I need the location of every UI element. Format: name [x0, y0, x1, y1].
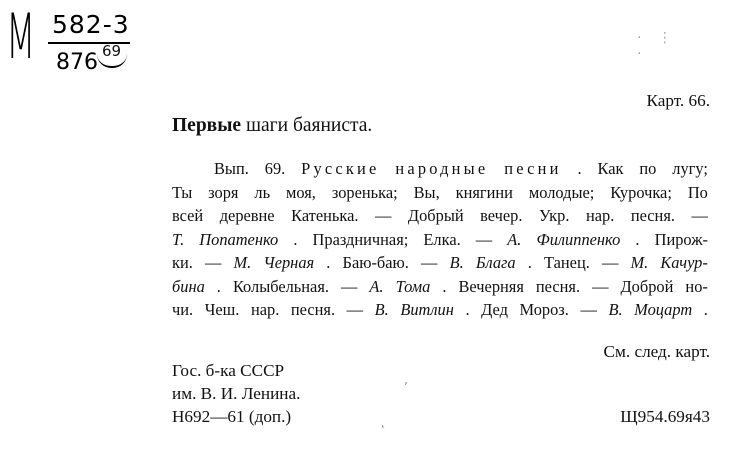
- paragraph-word: песня.: [535, 276, 581, 296]
- paragraph-word: Русские: [301, 159, 380, 178]
- library-line-2: им. В. И. Ленина.: [172, 384, 301, 403]
- card-title: [172, 116, 372, 136]
- paragraph-word: по: [639, 159, 657, 178]
- paragraph-word: всей: [172, 206, 204, 225]
- paragraph-word: .: [465, 300, 470, 319]
- paragraph-line: [172, 298, 708, 322]
- paragraph-word: Колыбельная.: [232, 276, 329, 296]
- paragraph-word: Мороз.: [519, 300, 569, 319]
- paragraph-word: песни: [504, 159, 562, 178]
- paragraph-word: А.: [507, 229, 522, 249]
- paragraph-word: Добрый: [407, 206, 464, 225]
- paragraph-word: —: [346, 300, 364, 319]
- handwritten-number-superscript: 69: [102, 42, 122, 60]
- paragraph-word: нар.: [250, 300, 280, 319]
- paragraph-word: молодые;: [528, 182, 595, 202]
- paragraph-word: народные: [395, 159, 489, 178]
- paragraph-word: .: [442, 276, 447, 296]
- paragraph-word: Т.: [172, 229, 185, 249]
- handwritten-number: 876: [56, 50, 98, 75]
- paragraph-line: [172, 228, 708, 252]
- faint-stamp-mark: · ⋮ ·: [637, 30, 678, 62]
- paragraph-word: нар.: [585, 206, 615, 225]
- paragraph-line: [172, 157, 708, 181]
- paragraph-word: бина: [172, 276, 205, 296]
- paragraph-word: .: [703, 300, 708, 319]
- paragraph-word: Вып.: [214, 159, 249, 178]
- library-line-1: Гос. б-ка СССР: [172, 361, 285, 380]
- library-line-3: Н692—61 (доп.): [172, 407, 292, 426]
- paragraph-word: вечер.: [480, 206, 523, 225]
- paragraph-word: —: [341, 276, 358, 296]
- paragraph-word: Дед: [481, 300, 508, 319]
- paragraph-word: Вечерняя: [458, 276, 524, 296]
- paragraph-word: —: [601, 253, 619, 272]
- paragraph-word: моя,: [286, 182, 316, 202]
- paragraph-line: [172, 204, 708, 228]
- paragraph-word: Филиппенко: [536, 229, 621, 249]
- paragraph-word: Баю-баю.: [342, 253, 409, 272]
- title-rest: шаги баяниста.: [245, 115, 373, 136]
- paragraph-word: но-: [685, 276, 708, 296]
- paragraph-word: песня.: [630, 206, 675, 225]
- paragraph-word: Чеш.: [204, 300, 240, 319]
- paragraph-word: Качур-: [660, 253, 708, 272]
- paragraph-word: .: [527, 253, 532, 272]
- card-number: Карт. 66.: [646, 91, 710, 110]
- title-bold-part: Первые: [172, 115, 242, 136]
- paragraph-word: —: [421, 253, 438, 272]
- ink-speck: ˛: [380, 414, 386, 428]
- see-next-card: См. след. карт.: [603, 342, 710, 361]
- paragraph-word: М.: [233, 253, 252, 272]
- paragraph-word: Праздничная;: [312, 229, 409, 249]
- paragraph-word: .: [216, 276, 221, 296]
- paragraph-word: Доброй: [620, 276, 674, 296]
- paragraph-word: ль: [254, 182, 271, 202]
- paragraph-word: Вы,: [413, 182, 440, 202]
- paragraph-word: —: [580, 300, 597, 319]
- paragraph-word: зоренька;: [331, 182, 398, 202]
- paragraph-word: .: [635, 229, 640, 249]
- handwritten-letter: М: [6, 0, 36, 73]
- contents-paragraph: [172, 157, 708, 322]
- paragraph-word: —: [691, 206, 708, 225]
- paragraph-word: .: [326, 253, 331, 272]
- paragraph-line: [172, 275, 708, 299]
- paragraph-word: .: [293, 229, 298, 249]
- paragraph-word: княгини: [455, 182, 513, 202]
- paragraph-word: Моцарт: [634, 300, 693, 319]
- handwritten-curve-mark: [97, 54, 127, 68]
- paragraph-word: —: [374, 206, 392, 225]
- paragraph-word: Танец.: [544, 253, 590, 272]
- paragraph-word: Елка.: [423, 229, 461, 249]
- paragraph-word: —: [204, 253, 222, 272]
- paragraph-word: Блага: [475, 253, 516, 272]
- paragraph-word: .: [577, 159, 582, 178]
- paragraph-word: —: [475, 229, 493, 249]
- paragraph-word: В.: [608, 300, 623, 319]
- paragraph-word: чи.: [172, 300, 194, 319]
- paragraph-word: Витлин: [400, 300, 454, 319]
- handwritten-shelf-code: 582-3: [52, 10, 130, 39]
- ink-speck: ʼ: [404, 380, 408, 394]
- paragraph-word: —: [592, 276, 609, 296]
- paragraph-word: Попатенко: [199, 229, 279, 249]
- paragraph-word: лугу;: [672, 159, 708, 178]
- paragraph-line: [172, 181, 708, 205]
- paragraph-word: М.: [630, 253, 649, 272]
- paragraph-word: песня.: [290, 300, 336, 319]
- paragraph-word: Ты: [172, 182, 193, 202]
- paragraph-word: 69.: [264, 159, 286, 178]
- paragraph-word: Тома: [395, 276, 431, 296]
- paragraph-word: Пирож-: [654, 229, 708, 249]
- paragraph-word: Черная: [263, 253, 315, 272]
- paragraph-word: По: [687, 182, 708, 202]
- paragraph-word: Как: [597, 159, 624, 178]
- paragraph-word: Катенька.: [291, 206, 359, 225]
- paragraph-word: Укр.: [539, 206, 570, 225]
- paragraph-word: зоря: [208, 182, 239, 202]
- paragraph-word: деревне: [219, 206, 275, 225]
- paragraph-word: А.: [369, 276, 384, 296]
- classification-index: Щ954.69я43: [620, 407, 710, 426]
- paragraph-line: [172, 251, 708, 275]
- paragraph-word: ки.: [172, 253, 193, 272]
- paragraph-word: В.: [449, 253, 464, 272]
- paragraph-word: Курочка;: [610, 182, 672, 202]
- paragraph-word: В.: [374, 300, 389, 319]
